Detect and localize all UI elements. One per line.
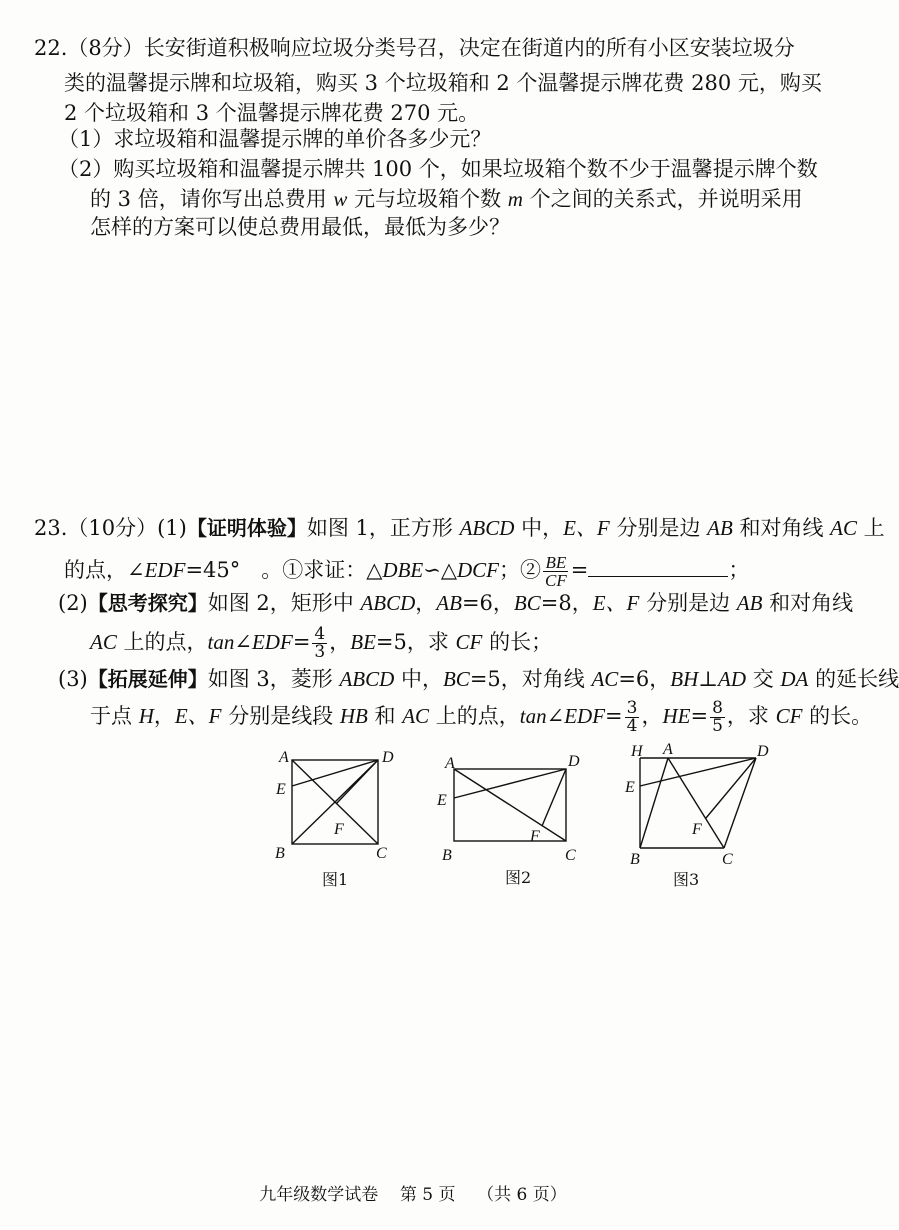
q23-part-2-line-2: AC 上的点，tan∠EDF= $\frac{4}{3}$ ，BE=5，求 CF 的长； <box>90 624 553 662</box>
fig2-label-c: C <box>565 847 576 864</box>
footer-title: 九年级数学试卷 <box>259 1185 379 1205</box>
fraction-8-5: $\frac{8}{5}$ <box>712 698 723 736</box>
q22-part-2-line-2: 的 3 倍，请你写出总费用 w 元与垃圾箱个数 m 个之间的关系式，并说明采用 <box>90 187 803 211</box>
fig2-label-a: A <box>445 755 455 772</box>
fig2-label-b: B <box>442 847 452 864</box>
fraction-4-3: $\frac{4}{3}$ <box>314 624 326 662</box>
fig2-label-f: F <box>530 828 540 845</box>
figure-1 <box>275 749 394 889</box>
q23-part-1-line-2: 的点，∠EDF=45° 。①求证：△DBE∽△DCF；② $\frac{BE}{CF}$ = ； <box>64 553 750 590</box>
fig1-label-d: D <box>382 749 394 766</box>
q23-part-2-line-1: (2)【思考探究】如图 2，矩形中 ABCD，AB=6，BC=8，E、F 分别是边 AB 和对角线 <box>58 591 854 615</box>
page-footer <box>0 1180 826 1205</box>
fig3-label-d: D <box>757 743 769 760</box>
fig1-label-f: F <box>334 821 344 838</box>
fig3-label-h: H <box>631 743 643 760</box>
fig3-caption: 图3 <box>673 870 700 889</box>
q22-line-2: 类的温馨提示牌和垃圾箱，购买 3 个垃圾箱和 2 个温馨提示牌花费 280 元，购买 <box>64 71 822 95</box>
fig2-label-d: D <box>568 753 580 770</box>
q23-part-3-line-2: 于点 H，E、F 分别是线段 HB 和 AC 上的点，tan∠EDF= $\frac{3}{4}$ ，HE= $\frac{8}{5}$ ，求 CF 的长。 <box>90 698 873 736</box>
fig2-caption: 图2 <box>505 868 532 887</box>
q23-part-3-line-1: (3)【拓展延伸】如图 3，菱形 ABCD 中，BC=5，对角线 AC=6，BH⊥AD 交 DA 的延长线 <box>58 667 899 691</box>
fig1-caption: 图1 <box>322 870 349 889</box>
fig1-label-b: B <box>275 845 285 862</box>
fraction-be-cf: $\frac{BE}{CF}$ <box>544 553 567 590</box>
fig1-label-a: A <box>279 749 289 766</box>
fig1-label-e: E <box>276 781 286 798</box>
fig3-label-f: F <box>692 821 702 838</box>
answer-blank[interactable] <box>588 556 728 577</box>
fig2-label-e: E <box>437 792 447 809</box>
fig3-label-e: E <box>625 779 635 796</box>
q22-part-2-line-3: 怎样的方案可以使总费用最低，最低为多少？ <box>90 215 510 239</box>
q23-part-1-line-1: 23.（10分）(1)【证明体验】如图 1，正方形 ABCD 中，E、F 分别是边 AB 和对角线 AC 上 <box>34 516 885 540</box>
q22-part-2-line-1: （2）购买垃圾箱和温馨提示牌共 100 个，如果垃圾箱个数不少于温馨提示牌个数 <box>58 157 818 181</box>
geometry-figures <box>0 738 826 898</box>
fig3-label-b: B <box>630 851 640 868</box>
figure-3 <box>624 741 769 889</box>
q22-line-3: 2 个垃圾箱和 3 个温馨提示牌花费 270 元。 <box>64 101 480 125</box>
figure-2 <box>436 753 580 887</box>
fig3-label-c: C <box>722 851 733 868</box>
q22-line-1: 22.（8分）长安街道积极响应垃圾分类号召，决定在街道内的所有小区安装垃圾分 <box>34 36 795 60</box>
footer-total: （共 6 页） <box>477 1185 567 1205</box>
footer-page: 第 5 页 <box>399 1185 456 1205</box>
q22-part-1: （1）求垃圾箱和温馨提示牌的单价各多少元？ <box>58 127 492 151</box>
fig1-label-c: C <box>376 845 387 862</box>
fraction-3-4: $\frac{3}{4}$ <box>626 698 638 736</box>
fig3-label-a: A <box>663 741 673 758</box>
